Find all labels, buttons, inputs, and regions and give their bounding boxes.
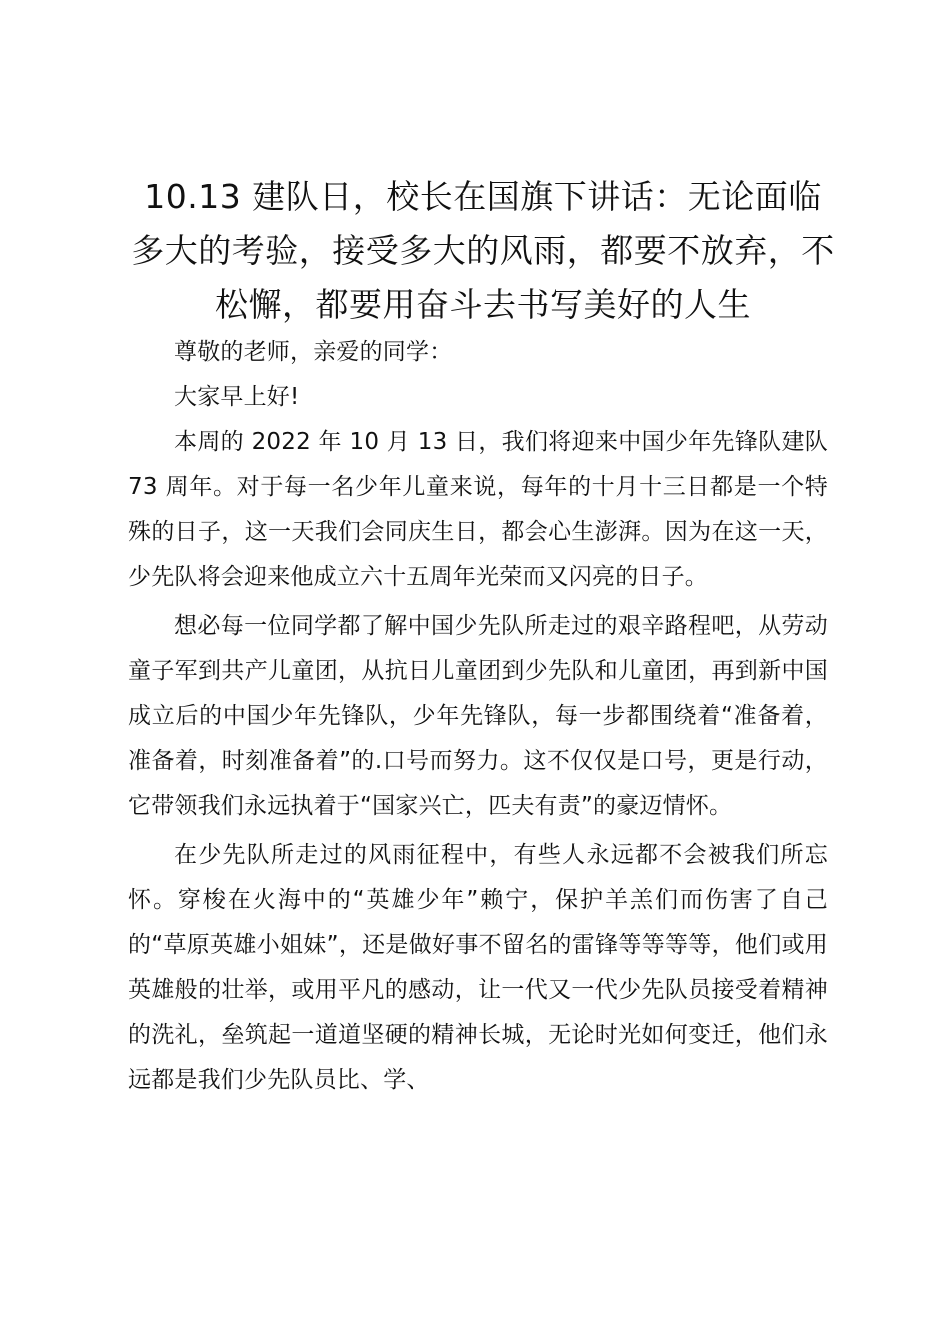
body-paragraph: 想必每一位同学都了解中国少先队所走过的艰辛路程吧，从劳动童子军到共产儿童团，从抗日儿童团到少先队和儿童团，再到新中国成立后的中国少年先锋队，少年先锋队，每一步都围绕着“准备着，准备着，时刻准备着”的.口号而努力。这不仅仅是口号，更是行动，它带领我们永远执着于“国家兴亡，匹夫有责”的豪迈情怀。 bbox=[128, 613, 828, 819]
document-body bbox=[128, 330, 828, 1103]
salutation-paragraph: 尊敬的老师，亲爱的同学： bbox=[174, 339, 453, 365]
greeting-paragraph: 大家早上好! bbox=[174, 384, 300, 410]
document-title: 10.13 建队日，校长在国旗下讲话：无论面临多大的考验，接受多大的风雨，都要不放弃，不松懈，都要用奋斗去书写美好的人生 bbox=[131, 177, 835, 324]
body-paragraph: 在少先队所走过的风雨征程中，有些人永远都不会被我们所忘怀。穿梭在火海中的“英雄少年”赖宁，保护羊羔们而伤害了自己的“草原英雄小姐妹”，还是做好事不留名的雷锋等等等等，他们或用英雄般的壮举，或用平凡的感动，让一代又一代少先队员接受着精神的洗礼，垒筑起一道道坚硬的精神长城，无论时光如何变迁，他们永远都是我们少先队员比、学、 bbox=[128, 842, 828, 1093]
body-paragraph: 本周的 2022 年 10 月 13 日，我们将迎来中国少年先锋队建队 73 周年。对于每一名少年儿童来说，每年的十月十三日都是一个特殊的日子，这一天我们会同庆生日，都会心生澎湃。因为在这一天，少先队将会迎来他成立六十五周年光荣而又闪亮的日子。 bbox=[128, 429, 828, 590]
